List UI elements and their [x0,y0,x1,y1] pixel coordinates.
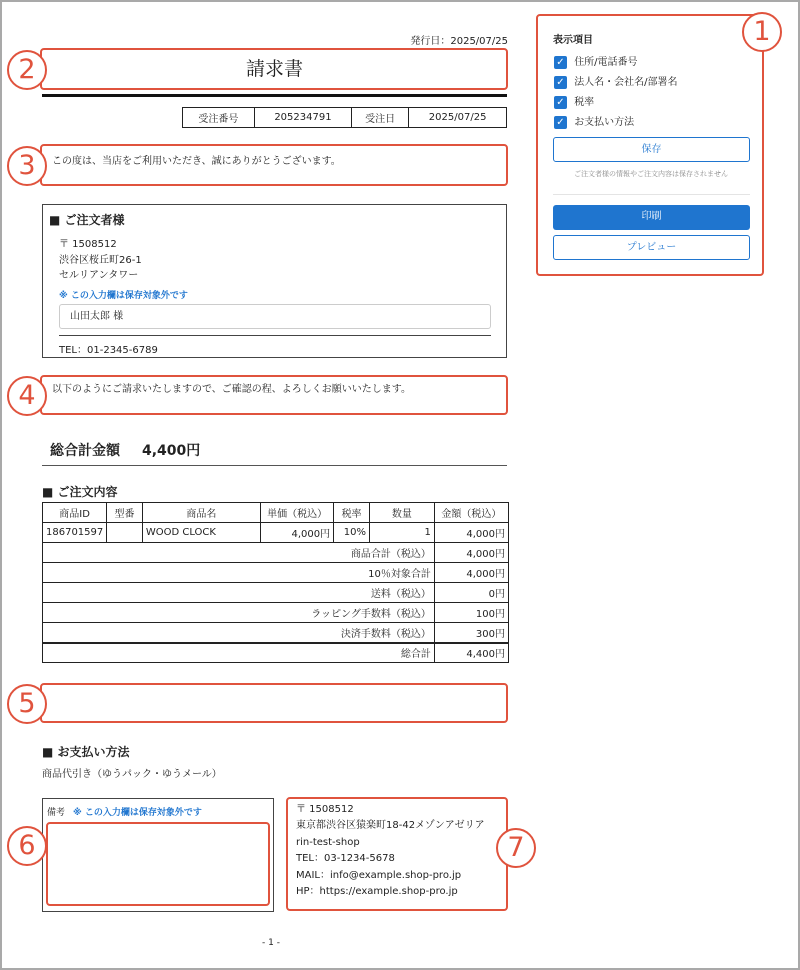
shop-mail: MAIL：info@example.shop-pro.jp [296,869,462,881]
summary-label: 商品合計（税込） [43,543,435,563]
order-contents-heading: ■ ご注文内容 [42,485,118,499]
badge-2: 2 [7,50,47,90]
total-label: 総合計金額 [50,443,120,459]
request-text[interactable]: 以下のようにご請求いたしますので、ご確認の程、よろしくお願いいたします。 [52,384,411,395]
highlight-7 [286,797,508,911]
summary-row [43,623,509,643]
order-items-table [42,502,509,663]
item-id: 186701597 [43,523,107,543]
badge-6: 6 [7,826,47,866]
option-label: お支払い方法 [574,117,635,128]
highlight-1 [536,14,764,276]
customer-divider [59,335,491,336]
option-label: 税率 [574,97,595,108]
summary-label: 10％対象合計 [43,563,435,583]
grand-total-value: 4,400円 [434,643,508,663]
title-rule [42,94,507,97]
customer-tel: TEL：01-2345-6789 [59,345,158,356]
order-date: 2025/07/25 [409,108,507,128]
summary-label: 決済手数料（税込） [43,623,435,643]
invoice-page [2,2,798,968]
shop-postal: 〒 1508512 [296,804,354,815]
checkbox-checked-icon[interactable]: ✓ [554,76,567,89]
item-tax-rate: 10% [334,523,370,543]
customer-address-2: セルリアンタワー [59,270,139,281]
page-number: - 1 - [262,938,280,948]
option-label: 住所/電話番号 [574,57,638,68]
summary-value: 0円 [434,583,508,603]
summary-label: ラッピング手数料（税込） [43,603,435,623]
col-amount: 金額（税込） [434,503,508,523]
col-quantity: 数量 [369,503,434,523]
summary-value: 4,000円 [434,563,508,583]
checkbox-checked-icon[interactable]: ✓ [554,56,567,69]
summary-row [43,583,509,603]
save-note: ご注文者様の情報やご注文内容は保存されません [574,170,728,178]
order-info-table [182,107,507,128]
print-button[interactable]: 印刷 [553,205,750,230]
customer-address-1: 渋谷区桜丘町26-1 [59,255,142,266]
badge-5: 5 [7,684,47,724]
highlight-2 [40,48,508,90]
total-rule [42,465,507,466]
order-date-label: 受注日 [352,108,409,128]
checkbox-checked-icon[interactable]: ✓ [554,96,567,109]
summary-value: 300円 [434,623,508,643]
grand-total-label: 総合計 [43,643,435,663]
invoice-title[interactable]: 請求書 [245,58,303,80]
shop-hp: HP：https://example.shop-pro.jp [296,886,458,898]
item-quantity: 1 [369,523,434,543]
customer-box [42,204,507,358]
summary-row [43,603,509,623]
shop-address: 東京都渋谷区猿楽町18-42メゾンアゼリア [296,820,485,832]
col-model: 型番 [107,503,143,523]
item-unit-price: 4,000円 [261,523,334,543]
customer-heading: ■ ご注文者様 [49,213,125,227]
summary-row [43,563,509,583]
greeting-text[interactable]: この度は、当店をご利用いただき、誠にありがとうございます。 [52,156,341,167]
remarks-note: ※ この入力欄は保存対象外です [73,808,202,818]
summary-row [43,543,509,563]
col-unit-price: 単価（税込） [261,503,334,523]
order-number-label: 受注番号 [183,108,255,128]
badge-4: 4 [7,376,47,416]
customer-note: ※ この入力欄は保存対象外です [59,291,188,301]
payment-method: 商品代引き（ゆうパック・ゆうメール） [42,769,222,780]
customer-postal: 〒 1508512 [59,239,117,250]
payment-heading: ■ お支払い方法 [42,745,130,759]
grand-total-row [43,643,509,663]
order-number: 205234791 [254,108,351,128]
summary-value: 4,000円 [434,543,508,563]
highlight-5 [40,683,508,723]
option-label: 法人名・会社名/部署名 [574,77,678,88]
col-item-id: 商品ID [43,503,107,523]
save-button[interactable]: 保存 [553,137,750,162]
highlight-3 [40,144,508,186]
badge-1: 1 [742,12,782,52]
col-tax-rate: 税率 [334,503,370,523]
shop-tel: TEL：03-1234-5678 [296,853,395,865]
summary-label: 送料（税込） [43,583,435,603]
customer-name-input[interactable]: 山田太郎 様 [59,304,491,329]
highlight-4 [40,375,508,415]
col-item-name: 商品名 [142,503,260,523]
table-header-row [43,503,509,523]
summary-value: 100円 [434,603,508,623]
badge-3: 3 [7,146,47,186]
badge-7: 7 [496,828,536,868]
total-amount: 4,400円 [142,443,201,459]
item-model [107,523,143,543]
checkbox-checked-icon[interactable]: ✓ [554,116,567,129]
preview-button[interactable]: プレビュー [553,235,750,260]
panel-title: 表示項目 [553,35,593,46]
highlight-6 [46,822,270,906]
item-name: WOOD CLOCK [142,523,260,543]
table-row [43,523,509,543]
remarks-label: 備考 [47,808,66,818]
shop-name: rin-test-shop [296,836,360,848]
item-amount: 4,000円 [434,523,508,543]
issue-date: 発行日：2025/07/25 [410,36,508,47]
